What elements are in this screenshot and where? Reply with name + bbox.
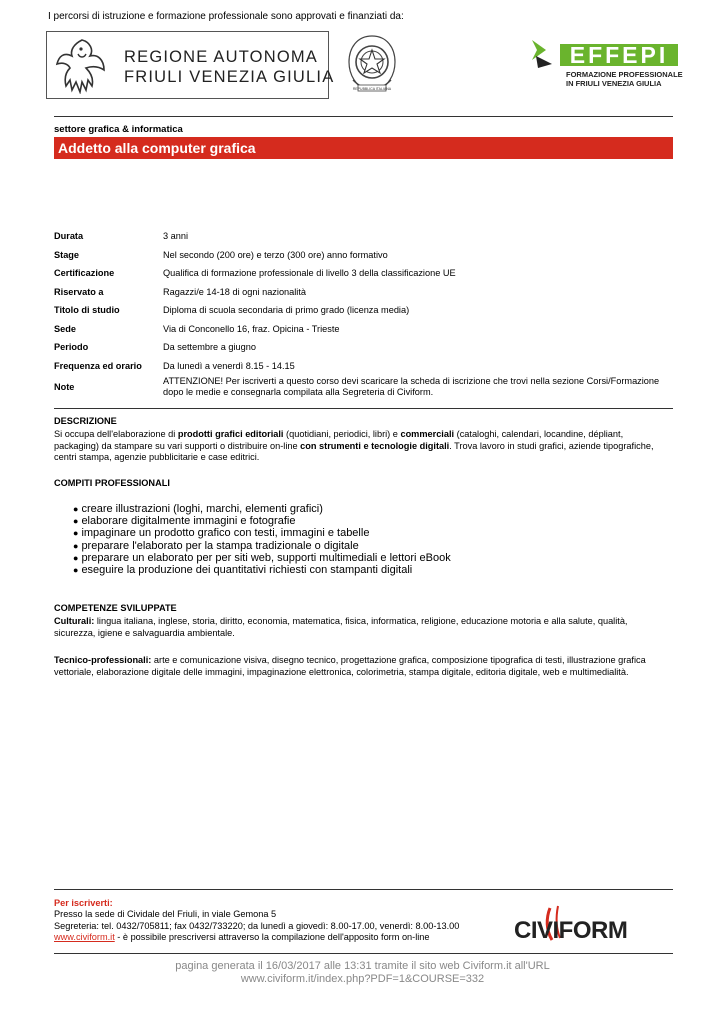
divider [54, 953, 673, 954]
effepi-sub-line2: IN FRIULI VENEZIA GIULIA [566, 79, 662, 88]
info-label: Periodo [54, 342, 89, 353]
competenze-heading: COMPETENZE SVILUPPATE [54, 603, 177, 613]
tecnico-value: arte e comunicazione visiva, disegno tecnico, progettazione grafica, composizione tipografica di testi, illustrazione grafica vettoriale, elaborazione digitale delle immagini, impaginazione elettronica, colorimetria, stampa digitale, editoria digitale, web e multimedialità. [54, 655, 646, 677]
culturali-value: lingua italiana, inglese, storia, diritto, economia, matematica, fisica, informatica, religione, educazione motoria e alla salute, qualità, sicurezza, igiene e salvaguardia ambientale. [54, 616, 628, 638]
effepi-logo-text: EFFEPI [569, 42, 669, 68]
bullet-icon: ● [73, 552, 79, 563]
generation-note [0, 960, 725, 985]
emblem-text: REPUBBLICA ITALIANA [352, 87, 392, 91]
funding-note: I percorsi di istruzione e formazione professionale sono approvati e finanziati da: [48, 11, 404, 22]
bullet-icon: ● [73, 516, 79, 527]
desc-part: Si occupa dell'elaborazione di [54, 429, 178, 439]
culturali-label: Culturali: [54, 616, 95, 626]
civiform-link[interactable]: www.civiform.it [54, 932, 115, 943]
civiform-logo-text: CIVIFORM [514, 917, 628, 944]
effepi-subtitle [566, 70, 683, 88]
table-row [54, 357, 673, 376]
effepi-arrow-icon [532, 40, 546, 60]
divider [54, 889, 673, 890]
bullet-icon: ● [73, 565, 79, 576]
desc-part: (quotidiani, periodici, libri) e [283, 429, 401, 439]
info-label: Frequenza ed orario [54, 360, 142, 371]
list-item [73, 503, 451, 515]
footer-line3 [54, 932, 459, 943]
bullet-icon: ● [73, 540, 79, 551]
list-item-text: preparare un elaborato per per siti web, supporti multimediali e lettori eBook [81, 551, 451, 564]
tecnico-label: Tecnico-professionali: [54, 655, 152, 665]
bullet-icon: ● [73, 528, 79, 539]
effepi-sub-line1: FORMAZIONE PROFESSIONALE [566, 70, 683, 79]
course-title: Addetto alla computer grafica [58, 140, 256, 156]
footer-line3-text: - è possibile prescriversi attraverso la compilazione dell'apposito form on-line [114, 932, 430, 943]
list-item [73, 527, 451, 539]
list-item-text: eseguire la produzione dei quantitativi richiesti con stampanti digitali [81, 564, 413, 577]
region-name [124, 47, 334, 87]
desc-part: (cataloghi, calendari, locandine, dépliant, packaging) da stampare su vari supporti o distribuire on-line [54, 429, 624, 451]
course-info-table [54, 227, 673, 399]
info-label: Titolo di studio [54, 305, 120, 316]
list-item-text: preparare l'elaborato per la stampa tradizionale o digitale [81, 539, 359, 552]
divider [54, 116, 673, 117]
descrizione-text [54, 429, 664, 464]
table-row [54, 320, 673, 339]
eagle-icon [54, 36, 110, 94]
table-row [54, 264, 673, 283]
info-label: Riservato a [54, 286, 104, 297]
table-row [54, 375, 673, 399]
desc-bold: commerciali [400, 429, 455, 439]
culturali-text [54, 616, 664, 639]
civiform-logo [512, 904, 662, 946]
footer-line1: Presso la sede di Cividale del Friuli, in viale Gemona 5 [54, 909, 277, 920]
tecnico-text [54, 655, 664, 678]
table-row [54, 301, 673, 320]
info-label: Durata [54, 231, 84, 242]
info-label: Sede [54, 323, 76, 334]
footer-heading: Per iscriverti: [54, 898, 113, 908]
desc-bold: prodotti grafici editoriali [177, 429, 284, 439]
compiti-heading: COMPITI PROFESSIONALI [54, 478, 170, 488]
list-item [73, 564, 451, 576]
generation-line2: www.civiform.it/index.php?PDF=1&COURSE=332 [240, 972, 485, 985]
course-sector: settore grafica & informatica [54, 124, 183, 135]
list-item [73, 515, 451, 527]
bullet-icon: ● [73, 504, 79, 514]
list-item-text: elaborare digitalmente immagini e fotografie [81, 515, 296, 528]
info-value: Nel secondo (200 ore) e terzo (300 ore) anno formativo [163, 249, 388, 260]
descrizione-heading: DESCRIZIONE [54, 416, 117, 426]
list-item [73, 552, 451, 564]
italian-republic-emblem [343, 30, 401, 98]
list-item-text: creare illustrazioni (loghi, marchi, elementi grafici) [81, 503, 323, 515]
generation-line1: pagina generata il 16/03/2017 alle 13:31 tramite il sito web Civiform.it all'URL [175, 960, 550, 972]
info-label: Certificazione [54, 268, 115, 279]
info-value: Diploma di scuola secondaria di primo grado (licenza media) [163, 305, 410, 316]
footer-info [54, 898, 459, 944]
info-value: Da lunedì a venerdì 8.15 - 14.15 [163, 360, 295, 371]
region-line2: FRIULI VENEZIA GIULIA [124, 68, 335, 86]
info-value: Da settembre a giugno [163, 342, 256, 353]
desc-bold: con strumenti e tecnologie digitali [300, 440, 450, 451]
info-value: Ragazzi/e 14-18 di ogni nazionalità [163, 286, 307, 297]
info-value: 3 anni [163, 231, 189, 242]
compiti-list [73, 503, 451, 576]
course-title-bar [54, 137, 673, 159]
table-row [54, 227, 673, 246]
info-value: Via di Conconello 16, fraz. Opicina - Trieste [163, 323, 340, 334]
desc-part: . Trova lavoro in studi grafici, aziende tipografiche, centri stampa, agenzie pubblicitarie e case editrici. [54, 440, 654, 462]
footer-line2: Segreteria: tel. 0432/705811; fax 0432/733220; da lunedì a giovedì: 8.00-17.00, venerdì: 8.00-13.00 [54, 920, 460, 931]
list-item-text: impaginare un prodotto grafico con testi, immagini e tabelle [81, 527, 370, 540]
info-label: Note [54, 382, 75, 392]
table-row [54, 246, 673, 265]
table-row [54, 283, 673, 302]
info-label: Stage [54, 249, 80, 260]
region-line1: REGIONE AUTONOMA [124, 48, 319, 66]
divider [54, 408, 673, 409]
info-value: ATTENZIONE! Per iscriverti a questo corso devi scaricare la scheda di iscrizione che trovi nella sezione Corsi/Formazione dopo le medie e consegnarla compilata alla Segreteria di Civiform. [163, 376, 660, 397]
info-value: Qualifica di formazione professionale di livello 3 della classificazione UE [163, 268, 456, 279]
list-item [73, 540, 451, 552]
table-row [54, 338, 673, 357]
